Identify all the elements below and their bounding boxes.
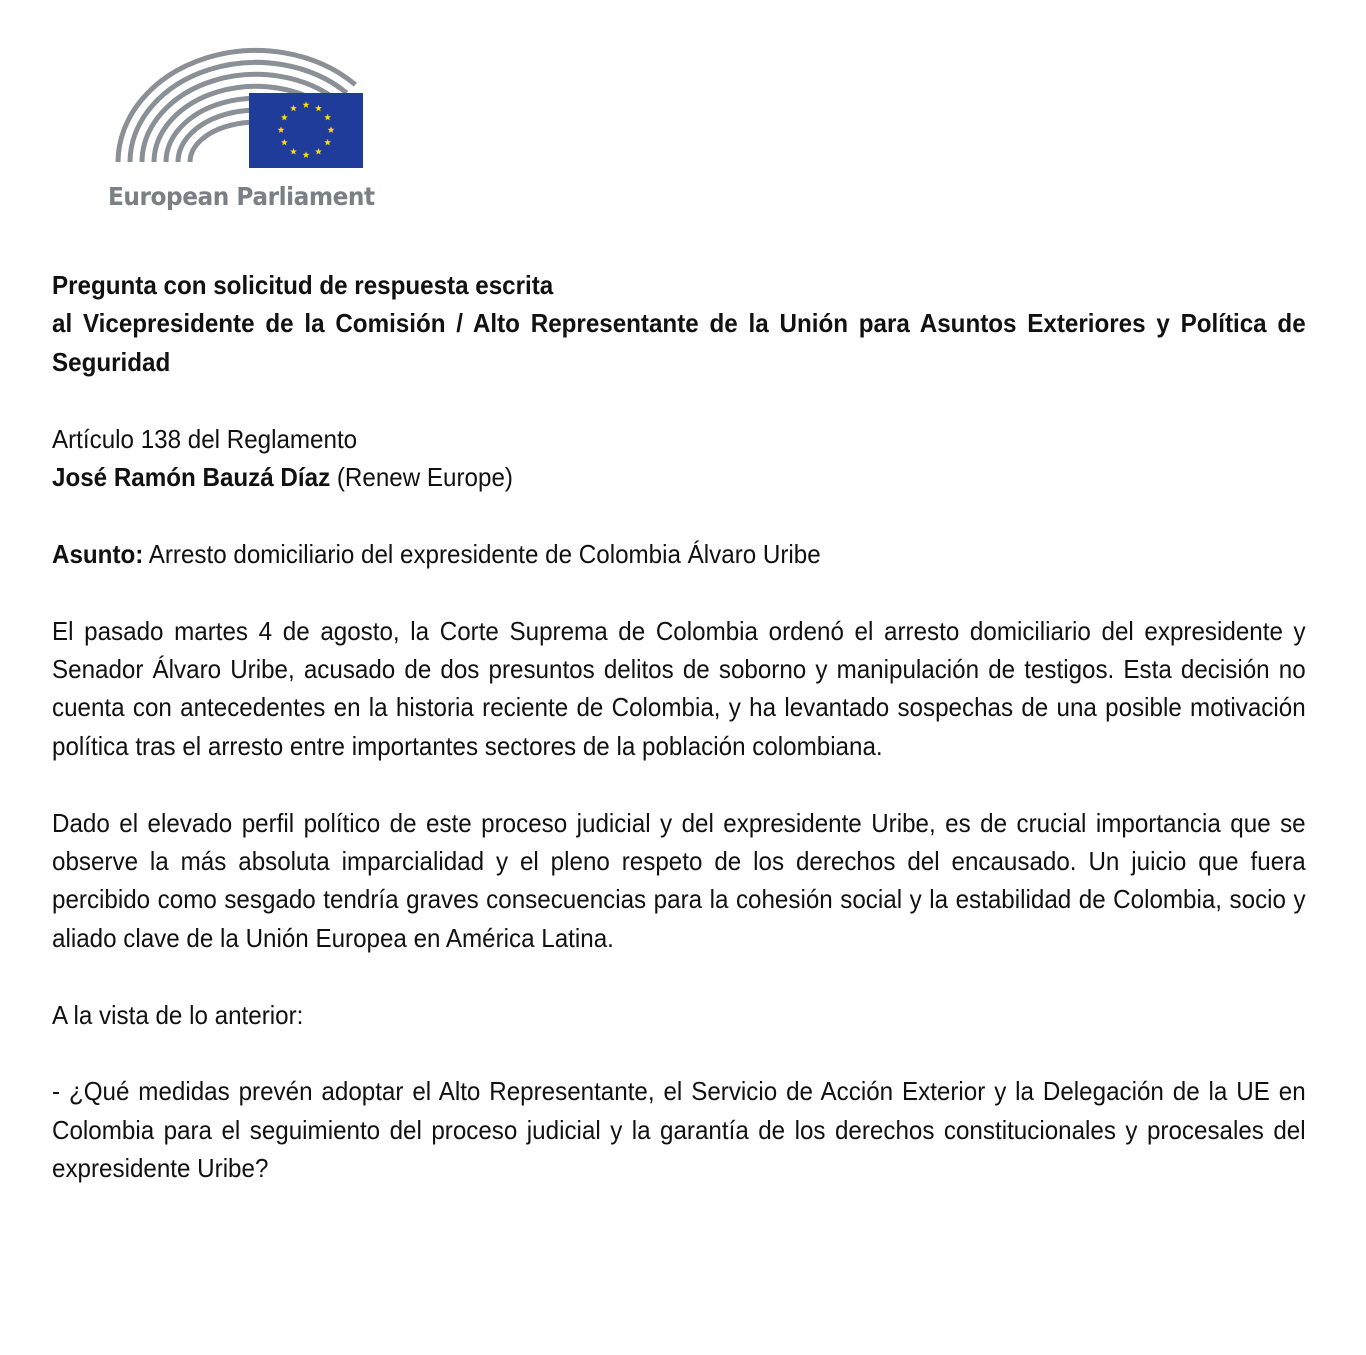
heading-line-1: Pregunta con solicitud de respuesta escrita xyxy=(52,270,554,300)
question-item: - ¿Qué medidas prevén adoptar el Alto Representante, el Servicio de Acción Exterior y la Delegación de la UE en Colombia para el seguimiento del proceso judicial y la garantía de los derechos constitucionales y procesales del expresidente Uribe? xyxy=(52,1076,1306,1184)
author-group: (Renew Europe) xyxy=(336,462,513,493)
organization-name: European Parliament xyxy=(108,182,375,211)
author-line xyxy=(52,458,1306,496)
author-name: José Ramón Bauzá Díaz xyxy=(52,462,331,493)
subject-label: Asunto: xyxy=(52,538,144,569)
body-paragraph-1: El pasado martes 4 de agosto, la Corte Suprema de Colombia ordenó el arresto domiciliario del expresidente y Senador Álvaro Uribe, acusado de dos presuntos delitos de soborno y manipulación de testigos. Esta decisión no cuenta con antecedentes en la historia reciente de Colombia, y ha levantado sospechas de una posible motivación política tras el arresto entre importantes sectores de la población colombiana. xyxy=(52,615,1306,761)
body-paragraph-2: Dado el elevado perfil político de este proceso judicial y del expresidente Uribe, es de crucial importancia que se observe la más absoluta imparcialidad y el pleno respeto de los derechos del encausado. Un juicio que fuera percibido como sesgado tendría graves consecuencias para la cohesión social y la estabilidad de Colombia, socio y aliado clave de la Unión Europea en América Latina. xyxy=(52,807,1306,953)
heading-line-2: al Vicepresidente de la Comisión / Alto Representante de la Unión para Asuntos Exteriores y Política de Seguridad xyxy=(52,308,1306,377)
european-parliament-hemicycle-icon xyxy=(106,38,368,178)
document-body xyxy=(52,266,1306,1188)
body-paragraph-3: A la vista de lo anterior: xyxy=(52,999,304,1030)
subject-text: Arresto domiciliario del expresidente de Colombia Álvaro Uribe xyxy=(148,538,821,569)
article-reference: Artículo 138 del Reglamento xyxy=(52,423,358,454)
subject-line xyxy=(52,535,1306,573)
european-parliament-logo xyxy=(106,38,375,218)
